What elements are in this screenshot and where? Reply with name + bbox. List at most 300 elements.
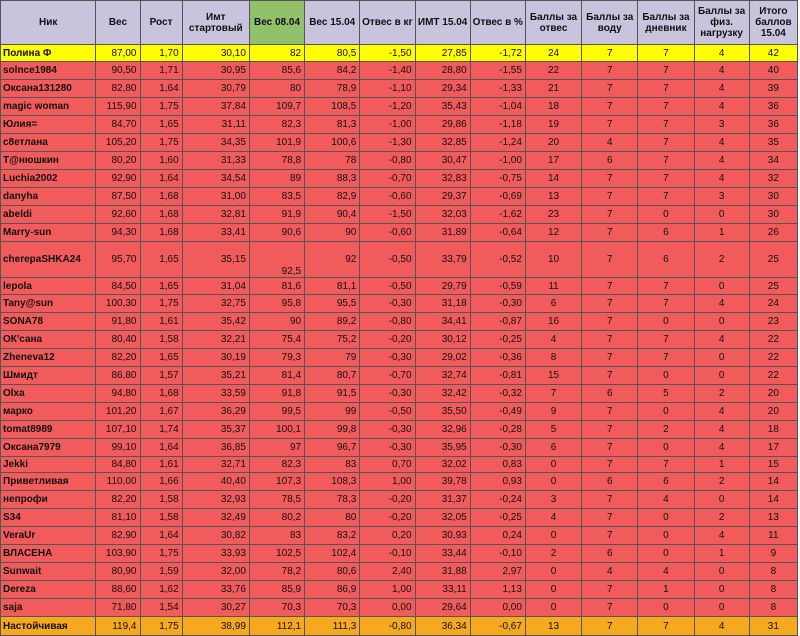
cell-height: 1,65 bbox=[140, 349, 182, 367]
cell-height: 1,70 bbox=[140, 45, 182, 62]
cell-height: 1,57 bbox=[140, 367, 182, 385]
table-row bbox=[1, 385, 798, 403]
cell-points-water: 7 bbox=[582, 439, 638, 457]
cell-loss-kg: -0,60 bbox=[360, 188, 415, 206]
cell-points-loss: 22 bbox=[525, 62, 581, 80]
table-row bbox=[1, 491, 798, 509]
cell-weight: 95,70 bbox=[96, 242, 140, 278]
cell-weight: 81,10 bbox=[96, 509, 140, 527]
table-row bbox=[1, 331, 798, 349]
cell-points-diary: 0 bbox=[638, 545, 694, 563]
cell-total: 20 bbox=[749, 403, 797, 421]
cell-points-water: 7 bbox=[582, 206, 638, 224]
cell-loss-kg: -0,80 bbox=[360, 313, 415, 331]
cell-points-loss: 17 bbox=[525, 152, 581, 170]
cell-points-loss: 14 bbox=[525, 170, 581, 188]
cell-weight-0804: 82,3 bbox=[249, 116, 304, 134]
cell-height: 1,75 bbox=[140, 617, 182, 636]
cell-loss-pct: -1,18 bbox=[470, 116, 525, 134]
table-row bbox=[1, 152, 798, 170]
cell-points-water: 6 bbox=[582, 545, 638, 563]
cell-weight: 71,80 bbox=[96, 599, 140, 617]
cell-total: 15 bbox=[749, 457, 797, 473]
table-row bbox=[1, 295, 798, 313]
cell-points-water: 7 bbox=[582, 527, 638, 545]
cell-weight-0804: 70,3 bbox=[249, 599, 304, 617]
cell-bmi-start: 33,59 bbox=[182, 385, 249, 403]
cell-height: 1,71 bbox=[140, 62, 182, 80]
cell-weight-0804: 83,5 bbox=[249, 188, 304, 206]
table-row bbox=[1, 509, 798, 527]
cell-bmi-1504: 29,34 bbox=[415, 80, 470, 98]
cell-loss-kg: -0,80 bbox=[360, 152, 415, 170]
cell-total: 34 bbox=[749, 152, 797, 170]
cell-points-loss: 15 bbox=[525, 367, 581, 385]
cell-weight-1504: 92 bbox=[305, 242, 360, 278]
cell-loss-kg: -0,60 bbox=[360, 224, 415, 242]
cell-weight-1504: 82,9 bbox=[305, 188, 360, 206]
cell-points-loss: 3 bbox=[525, 491, 581, 509]
cell-loss-pct: 0,93 bbox=[470, 473, 525, 491]
cell-bmi-start: 32,71 bbox=[182, 457, 249, 473]
cell-points-loss: 10 bbox=[525, 242, 581, 278]
cell-points-exercise: 4 bbox=[694, 403, 749, 421]
cell-loss-kg: -0,50 bbox=[360, 278, 415, 295]
cell-weight-1504: 89,2 bbox=[305, 313, 360, 331]
cell-points-diary: 7 bbox=[638, 62, 694, 80]
cell-weight-0804: 78,2 bbox=[249, 563, 304, 581]
cell-weight-1504: 90,4 bbox=[305, 206, 360, 224]
cell-points-diary: 7 bbox=[638, 134, 694, 152]
cell-points-diary: 0 bbox=[638, 599, 694, 617]
table-row bbox=[1, 45, 798, 62]
cell-points-exercise: 4 bbox=[694, 527, 749, 545]
cell-loss-pct: 2,97 bbox=[470, 563, 525, 581]
header-row bbox=[1, 1, 798, 45]
cell-weight: 119,4 bbox=[96, 617, 140, 636]
cell-total: 24 bbox=[749, 295, 797, 313]
cell-weight-1504: 108,3 bbox=[305, 473, 360, 491]
cell-weight: 87,00 bbox=[96, 45, 140, 62]
cell-points-diary: 7 bbox=[638, 457, 694, 473]
cell-bmi-start: 38,99 bbox=[182, 617, 249, 636]
cell-total: 11 bbox=[749, 527, 797, 545]
cell-bmi-start: 37,84 bbox=[182, 98, 249, 116]
cell-nick: Оксана7979 bbox=[1, 439, 96, 457]
cell-nick: Т@нюшкин bbox=[1, 152, 96, 170]
cell-points-water: 7 bbox=[582, 170, 638, 188]
cell-points-exercise: 0 bbox=[694, 313, 749, 331]
cell-loss-pct: -0,49 bbox=[470, 403, 525, 421]
cell-weight-0804: 81,6 bbox=[249, 278, 304, 295]
cell-weight-0804: 78,8 bbox=[249, 152, 304, 170]
cell-height: 1,65 bbox=[140, 278, 182, 295]
cell-bmi-1504: 33,44 bbox=[415, 545, 470, 563]
cell-points-water: 7 bbox=[582, 295, 638, 313]
cell-points-loss: 19 bbox=[525, 116, 581, 134]
table-row bbox=[1, 421, 798, 439]
cell-points-water: 7 bbox=[582, 617, 638, 636]
cell-height: 1,75 bbox=[140, 545, 182, 563]
cell-points-exercise: 0 bbox=[694, 367, 749, 385]
cell-points-loss: 2 bbox=[525, 545, 581, 563]
cell-weight-0804: 90,6 bbox=[249, 224, 304, 242]
cell-bmi-1504: 34,41 bbox=[415, 313, 470, 331]
cell-nick: cherepaSHKA24 bbox=[1, 242, 96, 278]
cell-bmi-1504: 39,78 bbox=[415, 473, 470, 491]
cell-bmi-1504: 32,96 bbox=[415, 421, 470, 439]
cell-loss-pct: -0,32 bbox=[470, 385, 525, 403]
cell-points-exercise: 1 bbox=[694, 545, 749, 563]
table-row bbox=[1, 116, 798, 134]
cell-nick: ВЛАСЕНА bbox=[1, 545, 96, 563]
cell-bmi-1504: 35,95 bbox=[415, 439, 470, 457]
cell-height: 1,64 bbox=[140, 80, 182, 98]
cell-bmi-1504: 32,05 bbox=[415, 509, 470, 527]
cell-points-exercise: 2 bbox=[694, 242, 749, 278]
cell-points-exercise: 4 bbox=[694, 62, 749, 80]
cell-loss-pct: -0,52 bbox=[470, 242, 525, 278]
cell-bmi-start: 35,42 bbox=[182, 313, 249, 331]
cell-total: 32 bbox=[749, 170, 797, 188]
cell-weight-1504: 78 bbox=[305, 152, 360, 170]
cell-height: 1,61 bbox=[140, 313, 182, 331]
cell-points-exercise: 3 bbox=[694, 116, 749, 134]
cell-weight-1504: 96,7 bbox=[305, 439, 360, 457]
cell-bmi-1504: 31,18 bbox=[415, 295, 470, 313]
cell-points-water: 7 bbox=[582, 98, 638, 116]
table-row bbox=[1, 134, 798, 152]
cell-loss-kg: -1,10 bbox=[360, 80, 415, 98]
cell-weight-0804: 91,9 bbox=[249, 206, 304, 224]
cell-points-diary: 7 bbox=[638, 331, 694, 349]
cell-bmi-1504: 33,11 bbox=[415, 581, 470, 599]
cell-weight-1504: 95,5 bbox=[305, 295, 360, 313]
cell-total: 25 bbox=[749, 242, 797, 278]
cell-points-loss: 16 bbox=[525, 313, 581, 331]
cell-points-exercise: 4 bbox=[694, 45, 749, 62]
cell-points-exercise: 4 bbox=[694, 295, 749, 313]
cell-points-diary: 7 bbox=[638, 295, 694, 313]
cell-weight-0804: 102,5 bbox=[249, 545, 304, 563]
cell-height: 1,67 bbox=[140, 403, 182, 421]
cell-loss-kg: 0,00 bbox=[360, 599, 415, 617]
cell-points-loss: 13 bbox=[525, 188, 581, 206]
cell-loss-kg: -0,30 bbox=[360, 439, 415, 457]
cell-nick: Юлия= bbox=[1, 116, 96, 134]
cell-height: 1,58 bbox=[140, 491, 182, 509]
cell-loss-pct: -0,28 bbox=[470, 421, 525, 439]
cell-nick: Marry-sun bbox=[1, 224, 96, 242]
cell-weight: 94,80 bbox=[96, 385, 140, 403]
cell-bmi-1504: 28,80 bbox=[415, 62, 470, 80]
cell-points-water: 7 bbox=[582, 509, 638, 527]
header-nick: Ник bbox=[1, 1, 96, 45]
cell-weight: 115,90 bbox=[96, 98, 140, 116]
cell-bmi-start: 36,29 bbox=[182, 403, 249, 421]
cell-bmi-start: 32,21 bbox=[182, 331, 249, 349]
cell-weight-1504: 102,4 bbox=[305, 545, 360, 563]
cell-bmi-1504: 30,12 bbox=[415, 331, 470, 349]
cell-points-water: 7 bbox=[582, 421, 638, 439]
cell-weight-1504: 75,2 bbox=[305, 331, 360, 349]
cell-weight-0804: 82 bbox=[249, 45, 304, 62]
cell-bmi-1504: 29,86 bbox=[415, 116, 470, 134]
cell-height: 1,74 bbox=[140, 421, 182, 439]
cell-bmi-start: 36,85 bbox=[182, 439, 249, 457]
cell-points-water: 7 bbox=[582, 242, 638, 278]
cell-bmi-start: 35,21 bbox=[182, 367, 249, 385]
cell-loss-pct: -1,33 bbox=[470, 80, 525, 98]
table-row bbox=[1, 457, 798, 473]
cell-points-exercise: 4 bbox=[694, 331, 749, 349]
cell-nick: Tany@sun bbox=[1, 295, 96, 313]
table-row bbox=[1, 563, 798, 581]
cell-height: 1,64 bbox=[140, 170, 182, 188]
cell-points-loss: 8 bbox=[525, 349, 581, 367]
cell-weight-0804: 82,3 bbox=[249, 457, 304, 473]
header-bmi-1504: ИМТ 15.04 bbox=[415, 1, 470, 45]
cell-nick: Оксана131280 bbox=[1, 80, 96, 98]
cell-weight: 103,90 bbox=[96, 545, 140, 563]
cell-loss-pct: -0,25 bbox=[470, 331, 525, 349]
table-row bbox=[1, 170, 798, 188]
cell-weight-0804: 101,9 bbox=[249, 134, 304, 152]
cell-bmi-start: 34,35 bbox=[182, 134, 249, 152]
cell-loss-kg: -0,50 bbox=[360, 403, 415, 421]
cell-height: 1,60 bbox=[140, 152, 182, 170]
cell-height: 1,58 bbox=[140, 509, 182, 527]
cell-nick: danyha bbox=[1, 188, 96, 206]
cell-total: 9 bbox=[749, 545, 797, 563]
cell-points-water: 4 bbox=[582, 134, 638, 152]
cell-weight-0804: 78,5 bbox=[249, 491, 304, 509]
table-row bbox=[1, 545, 798, 563]
cell-weight: 82,20 bbox=[96, 349, 140, 367]
cell-weight: 82,20 bbox=[96, 491, 140, 509]
cell-bmi-1504: 32,42 bbox=[415, 385, 470, 403]
cell-bmi-start: 32,00 bbox=[182, 563, 249, 581]
cell-points-water: 7 bbox=[582, 491, 638, 509]
header-points-diary: Баллы за дневник bbox=[638, 1, 694, 45]
cell-points-water: 7 bbox=[582, 116, 638, 134]
cell-points-diary: 7 bbox=[638, 80, 694, 98]
cell-bmi-start: 34,54 bbox=[182, 170, 249, 188]
cell-total: 36 bbox=[749, 116, 797, 134]
cell-weight: 101,20 bbox=[96, 403, 140, 421]
header-points-exercise: Баллы за физ. нагрузку bbox=[694, 1, 749, 45]
cell-points-exercise: 4 bbox=[694, 98, 749, 116]
cell-points-loss: 0 bbox=[525, 527, 581, 545]
cell-points-exercise: 4 bbox=[694, 134, 749, 152]
cell-total: 26 bbox=[749, 224, 797, 242]
cell-loss-kg: -0,50 bbox=[360, 242, 415, 278]
cell-bmi-1504: 29,79 bbox=[415, 278, 470, 295]
cell-nick: ОК'сана bbox=[1, 331, 96, 349]
cell-points-water: 6 bbox=[582, 152, 638, 170]
cell-points-water: 7 bbox=[582, 313, 638, 331]
cell-points-water: 4 bbox=[582, 563, 638, 581]
cell-weight-1504: 88,3 bbox=[305, 170, 360, 188]
cell-points-loss: 7 bbox=[525, 385, 581, 403]
cell-bmi-1504: 32,02 bbox=[415, 457, 470, 473]
cell-points-diary: 7 bbox=[638, 188, 694, 206]
cell-loss-kg: 2,40 bbox=[360, 563, 415, 581]
cell-nick: Jekki bbox=[1, 457, 96, 473]
cell-loss-pct: -0,24 bbox=[470, 491, 525, 509]
cell-bmi-1504: 32,74 bbox=[415, 367, 470, 385]
cell-weight-1504: 81,3 bbox=[305, 116, 360, 134]
cell-total: 23 bbox=[749, 313, 797, 331]
table-row bbox=[1, 439, 798, 457]
cell-weight-1504: 108,5 bbox=[305, 98, 360, 116]
cell-weight: 94,30 bbox=[96, 224, 140, 242]
cell-weight-0804: 107,3 bbox=[249, 473, 304, 491]
cell-points-water: 7 bbox=[582, 331, 638, 349]
cell-weight-1504: 81,1 bbox=[305, 278, 360, 295]
cell-weight-1504: 83,2 bbox=[305, 527, 360, 545]
cell-weight: 80,40 bbox=[96, 331, 140, 349]
cell-nick: solnce1984 bbox=[1, 62, 96, 80]
cell-bmi-start: 32,49 bbox=[182, 509, 249, 527]
header-weight-0804: Вес 08.04 bbox=[249, 1, 304, 45]
cell-total: 42 bbox=[749, 45, 797, 62]
cell-points-exercise: 4 bbox=[694, 439, 749, 457]
cell-bmi-start: 33,41 bbox=[182, 224, 249, 242]
cell-total: 31 bbox=[749, 617, 797, 636]
cell-weight: 87,50 bbox=[96, 188, 140, 206]
cell-weight-1504: 86,9 bbox=[305, 581, 360, 599]
cell-loss-kg: -1,20 bbox=[360, 98, 415, 116]
cell-points-exercise: 0 bbox=[694, 581, 749, 599]
table-row bbox=[1, 313, 798, 331]
table-row bbox=[1, 527, 798, 545]
cell-weight-0804: 95,8 bbox=[249, 295, 304, 313]
cell-height: 1,58 bbox=[140, 331, 182, 349]
table-row bbox=[1, 188, 798, 206]
table-row bbox=[1, 98, 798, 116]
cell-points-diary: 4 bbox=[638, 563, 694, 581]
header-weight: Вес bbox=[96, 1, 140, 45]
cell-points-diary: 7 bbox=[638, 170, 694, 188]
cell-points-exercise: 0 bbox=[694, 563, 749, 581]
cell-bmi-start: 33,93 bbox=[182, 545, 249, 563]
cell-bmi-start: 30,19 bbox=[182, 349, 249, 367]
cell-points-exercise: 3 bbox=[694, 188, 749, 206]
cell-points-exercise: 1 bbox=[694, 457, 749, 473]
cell-bmi-start: 30,27 bbox=[182, 599, 249, 617]
cell-nick: tomat8989 bbox=[1, 421, 96, 439]
cell-nick: Шмидт bbox=[1, 367, 96, 385]
cell-weight: 99,10 bbox=[96, 439, 140, 457]
cell-loss-kg: -1,30 bbox=[360, 134, 415, 152]
header-total: Итого баллов 15.04 bbox=[749, 1, 797, 45]
table-row bbox=[1, 367, 798, 385]
cell-points-diary: 7 bbox=[638, 116, 694, 134]
cell-total: 30 bbox=[749, 206, 797, 224]
cell-points-exercise: 4 bbox=[694, 617, 749, 636]
cell-weight-0804: 100,1 bbox=[249, 421, 304, 439]
cell-bmi-start: 31,11 bbox=[182, 116, 249, 134]
cell-points-water: 7 bbox=[582, 45, 638, 62]
cell-height: 1,75 bbox=[140, 134, 182, 152]
cell-points-diary: 7 bbox=[638, 349, 694, 367]
cell-weight: 82,80 bbox=[96, 80, 140, 98]
cell-bmi-start: 30,95 bbox=[182, 62, 249, 80]
cell-weight-1504: 111,3 bbox=[305, 617, 360, 636]
cell-weight-1504: 80,6 bbox=[305, 563, 360, 581]
cell-bmi-start: 31,04 bbox=[182, 278, 249, 295]
cell-weight: 82,90 bbox=[96, 527, 140, 545]
cell-weight-1504: 80 bbox=[305, 509, 360, 527]
cell-bmi-1504: 35,50 bbox=[415, 403, 470, 421]
cell-nick: lepola bbox=[1, 278, 96, 295]
cell-weight-0804: 75,4 bbox=[249, 331, 304, 349]
cell-points-exercise: 0 bbox=[694, 491, 749, 509]
cell-points-loss: 6 bbox=[525, 439, 581, 457]
cell-points-water: 7 bbox=[582, 349, 638, 367]
cell-loss-pct: -0,59 bbox=[470, 278, 525, 295]
cell-weight-1504: 100,6 bbox=[305, 134, 360, 152]
cell-points-diary: 0 bbox=[638, 439, 694, 457]
cell-total: 35 bbox=[749, 134, 797, 152]
cell-points-exercise: 0 bbox=[694, 349, 749, 367]
cell-points-loss: 21 bbox=[525, 80, 581, 98]
cell-nick: Dereza bbox=[1, 581, 96, 599]
cell-points-exercise: 4 bbox=[694, 80, 749, 98]
table-row bbox=[1, 403, 798, 421]
cell-total: 14 bbox=[749, 491, 797, 509]
cell-height: 1,65 bbox=[140, 116, 182, 134]
cell-points-loss: 12 bbox=[525, 224, 581, 242]
cell-weight-0804: 80,2 bbox=[249, 509, 304, 527]
cell-loss-kg: -0,20 bbox=[360, 509, 415, 527]
cell-loss-pct: 0,24 bbox=[470, 527, 525, 545]
cell-loss-kg: 1,00 bbox=[360, 473, 415, 491]
cell-loss-kg: 0,20 bbox=[360, 527, 415, 545]
cell-loss-pct: -1,62 bbox=[470, 206, 525, 224]
cell-points-water: 7 bbox=[582, 367, 638, 385]
cell-total: 22 bbox=[749, 331, 797, 349]
cell-bmi-start: 32,75 bbox=[182, 295, 249, 313]
cell-points-water: 6 bbox=[582, 385, 638, 403]
cell-loss-pct: -0,64 bbox=[470, 224, 525, 242]
cell-nick: марко bbox=[1, 403, 96, 421]
cell-points-water: 7 bbox=[582, 278, 638, 295]
cell-points-loss: 0 bbox=[525, 563, 581, 581]
cell-weight-1504: 99 bbox=[305, 403, 360, 421]
cell-weight-1504: 80,5 bbox=[305, 45, 360, 62]
cell-points-exercise: 2 bbox=[694, 509, 749, 527]
cell-loss-pct: -0,25 bbox=[470, 509, 525, 527]
cell-points-exercise: 1 bbox=[694, 224, 749, 242]
cell-loss-pct: -1,24 bbox=[470, 134, 525, 152]
cell-height: 1,66 bbox=[140, 473, 182, 491]
table-row bbox=[1, 278, 798, 295]
cell-bmi-start: 30,82 bbox=[182, 527, 249, 545]
cell-loss-pct: 0,00 bbox=[470, 599, 525, 617]
cell-weight-1504: 79 bbox=[305, 349, 360, 367]
cell-weight: 84,80 bbox=[96, 457, 140, 473]
cell-bmi-1504: 27,85 bbox=[415, 45, 470, 62]
cell-loss-kg: -1,40 bbox=[360, 62, 415, 80]
table-row bbox=[1, 349, 798, 367]
cell-weight-0804: 85,6 bbox=[249, 62, 304, 80]
header-height: Рост bbox=[140, 1, 182, 45]
cell-points-loss: 11 bbox=[525, 278, 581, 295]
cell-loss-kg: -0,70 bbox=[360, 170, 415, 188]
cell-bmi-start: 31,33 bbox=[182, 152, 249, 170]
